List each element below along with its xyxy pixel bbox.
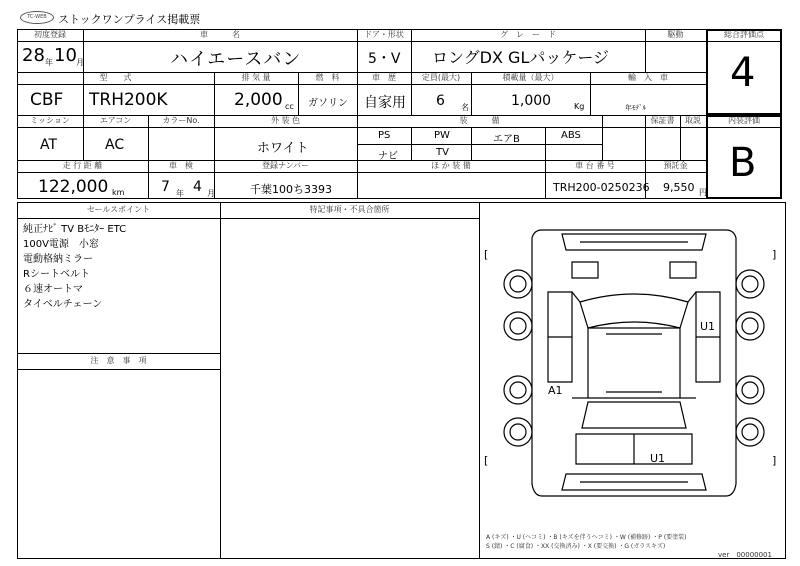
- damage-legend-1: A (キズ) ・U (ヘコミ) ・B (キズを伴うヘコミ) ・W (補修跡) ・P (要塗装): [486, 534, 687, 541]
- logo-text: TC-WEB: [27, 14, 47, 20]
- sales-points-header: セールスポイント: [86, 205, 151, 214]
- inspection-year-value: 7: [161, 179, 170, 195]
- label-aircon: エアコン: [99, 116, 132, 125]
- first-reg-year: 28: [22, 45, 45, 66]
- label-grade: グ レ ー ド: [500, 30, 556, 39]
- chassis-no-value: TRH200-0250236: [553, 181, 650, 194]
- damage-mark: U1: [700, 320, 716, 333]
- sales-point-item: タイベルチェーン: [23, 299, 103, 310]
- equipment-abs: ABS: [561, 130, 581, 141]
- damage-mark: A1: [548, 384, 563, 397]
- version-label: ver 00000001: [718, 551, 772, 559]
- label-equipment: 装 備: [459, 116, 500, 125]
- label-exterior-color: 外 装 色: [270, 116, 301, 125]
- sales-point-item: 純正ﾅﾋﾞ TV Bﾓﾆﾀｰ ETC: [23, 224, 127, 235]
- load-value: 1,000: [511, 93, 552, 109]
- label-manual: 取説: [685, 116, 701, 125]
- label-color-no: カラーNo.: [162, 116, 200, 125]
- load-unit: Kg: [574, 102, 585, 111]
- caution-header: 注 意 事 項: [90, 356, 147, 365]
- first-reg-year-unit: 年: [45, 58, 53, 67]
- import-model-unit: 年ﾓﾃﾞﾙ: [625, 104, 646, 112]
- label-plate: 登録ナンバー: [261, 161, 310, 170]
- label-other-equipment: ほ か 装 備: [431, 161, 471, 170]
- bracket-bottom-right: ]: [772, 454, 777, 467]
- aircon-value: AC: [105, 137, 125, 153]
- mileage-value: 122,000: [38, 177, 109, 197]
- equipment-airbag: エアB: [493, 134, 520, 145]
- fuel-value: ガソリン: [308, 98, 348, 109]
- model-code-value: CBF: [30, 90, 64, 110]
- capacity-unit: 名: [461, 103, 469, 112]
- interior-score-value: B: [729, 140, 757, 186]
- label-total-score: 総合評価点: [724, 30, 764, 39]
- equipment-pw: PW: [434, 130, 450, 141]
- mileage-unit: km: [112, 188, 125, 197]
- label-load: 積載量（最大）: [502, 73, 559, 82]
- label-displacement: 排 気 量: [241, 73, 271, 82]
- first-reg-month: 10: [54, 45, 77, 66]
- label-import: 輸 入 車: [628, 73, 668, 82]
- displacement-value: 2,000: [234, 90, 283, 110]
- label-capacity: 定員(最大): [421, 73, 461, 82]
- equipment-ps: PS: [378, 130, 391, 141]
- door-shape-value: 5・V: [368, 51, 401, 67]
- label-interior-score: 内装評価: [728, 116, 760, 125]
- label-inspection: 車 検: [169, 161, 193, 170]
- label-warranty: 保証書: [650, 116, 675, 125]
- inspection-month-unit: 月: [207, 189, 215, 198]
- sales-point-item: 100V電源 小窓: [23, 239, 99, 250]
- deposit-unit: 円: [699, 188, 707, 197]
- notes-header: 特記事項・不具合箇所: [309, 205, 390, 214]
- sales-point-item: Rシートベルト: [23, 269, 90, 280]
- label-mileage: 走 行 距 離: [62, 161, 103, 170]
- inspection-month-value: 4: [193, 179, 202, 195]
- label-drive: 駆動: [667, 30, 684, 39]
- equipment-navi: ナビ: [378, 151, 398, 162]
- page-title: ストックワンプライス掲載票: [58, 13, 201, 26]
- car-diagram: [480, 202, 785, 558]
- bracket-top-right: ]: [772, 248, 777, 261]
- damage-legend-2: S (錆) ・C (腐食) ・XX (交換済み) ・X (要交換) ・G (ガラスキズ): [486, 543, 666, 550]
- label-mission: ミッション: [30, 116, 70, 125]
- bracket-top-left: [: [484, 248, 489, 261]
- grade-value: ロングDX GLパッケージ: [432, 48, 610, 67]
- plate-value: 千葉100ち3393: [250, 183, 332, 196]
- label-model: 型 式: [99, 73, 132, 82]
- history-value: 自家用: [364, 95, 406, 111]
- logo: [20, 11, 54, 24]
- label-deposit: 預託金: [663, 161, 688, 170]
- model-value: TRH200K: [89, 90, 168, 110]
- label-car-name: 車 名: [200, 30, 240, 39]
- sales-points-list: [23, 222, 126, 312]
- displacement-unit: cc: [285, 102, 294, 111]
- car-name-value: ハイエースバン: [170, 49, 302, 70]
- label-fuel: 燃 料: [315, 73, 340, 82]
- damage-mark: U1: [650, 452, 666, 465]
- capacity-value: 6: [436, 93, 445, 109]
- mission-value: AT: [40, 137, 58, 153]
- deposit-value: 9,550: [663, 181, 695, 194]
- sales-point-item: 電動格納ミラー: [23, 254, 93, 265]
- label-chassis-no: 車 台 番 号: [575, 161, 615, 170]
- inspection-year-unit: 年: [176, 189, 184, 198]
- bracket-bottom-left: [: [484, 454, 489, 467]
- first-reg-month-unit: 月: [76, 58, 84, 67]
- damage-map: [480, 202, 785, 558]
- label-door-shape: ドア・形状: [364, 30, 404, 39]
- sales-point-item: ６速オートマ: [23, 284, 83, 295]
- equipment-tv: TV: [436, 147, 449, 158]
- exterior-color-value: ホワイト: [257, 141, 309, 156]
- total-score-value: 4: [730, 50, 756, 96]
- label-history: 車 歴: [372, 73, 396, 82]
- label-first-reg: 初度登録: [34, 30, 66, 39]
